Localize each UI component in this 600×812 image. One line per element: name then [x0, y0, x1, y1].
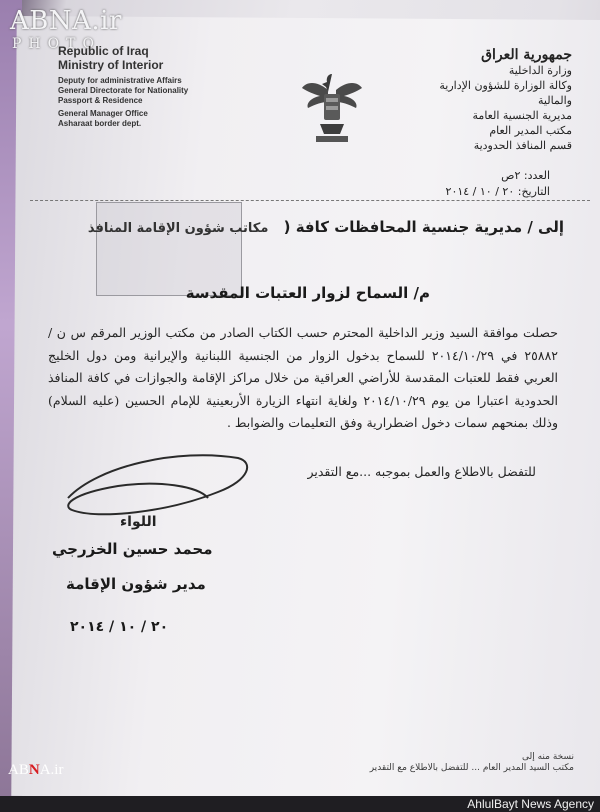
letterhead-ar-ministry: وزارة الداخلية: [508, 64, 572, 77]
letter-closing: للتفضل بالاطلاع والعمل بموجبه ...مع التقدير: [307, 464, 536, 479]
letterhead-ar-directorate: مديرية الجنسية العامة: [472, 109, 572, 122]
letterhead-passport: Passport & Residence: [58, 96, 143, 105]
body-paragraph: حصلت موافقة السيد وزير الداخلية المحترم حسب الكتاب الصادر من مكتب الوزير المرقم س ن /٢٥٨٨٢ في ٢٠١٤/١٠/٢٩ للسماح بدخول الزوار من الجنسية اللبنانية والإيرانية ومن دول الخليج العربي فقط للعتبات المقدسة للأراضي العراقية من خلال مراكز الإقامة والجوازات في كافة المنافذ الحدودية اعتبارا من يوم ٢٠١٤/١٠/٢٩ ولغاية انتهاء الزيارة الأربعينية للإمام الحسين (عليه السلام) وذلك بمنحهم سمات دخول اضطرارية وفق التعليمات والضوابط .: [48, 325, 558, 430]
letterhead-dept: Asharaat border dept.: [58, 119, 142, 128]
letterhead-office: General Manager Office: [58, 109, 148, 118]
watermark-logo: ABNA.ir: [10, 6, 122, 36]
watermark-photo-label: PHOTO: [12, 36, 101, 52]
ref-date: ٢٠ / ١٠ / ٢٠١٤: [445, 185, 515, 198]
letterhead-ar-dept: قسم المنافذ الحدودية: [473, 139, 572, 152]
signatory-title: اللواء: [120, 514, 157, 530]
ref-number-label: العدد:: [523, 169, 550, 182]
letterhead-directorate: General Directorate for Nationality: [58, 86, 189, 95]
abna-logo: [8, 762, 63, 779]
letterhead-english: [58, 44, 188, 128]
letterhead-ar-country: جمهورية العراق: [481, 47, 572, 63]
letterhead-ministry: Ministry of Interior: [58, 58, 164, 72]
handwritten-signature: [58, 446, 258, 526]
signatory-role: مدير شؤون الإقامة: [66, 575, 206, 593]
addressee: [24, 218, 564, 236]
copy-to-label: نسخة منه إلى: [522, 752, 574, 762]
letter-body: [48, 322, 558, 435]
signatory-name: محمد حسين الخزرجي: [52, 540, 213, 558]
letterhead-deputy: Deputy for administrative Affairs: [58, 76, 182, 85]
letterhead-country: Republic of Iraq: [58, 44, 149, 58]
agency-credit: AhlulBayt News Agency: [467, 797, 594, 811]
ref-number: ٢ص: [501, 169, 521, 182]
copy-to-recipient: مكتب السيد المدير العام ... للتفضل بالاطلاع مع التقدير: [369, 763, 574, 773]
letter-subject: م/ السماح لزوار العتبات المقدسة: [185, 284, 430, 302]
reference-block: [410, 168, 550, 200]
abna-logo-n: N: [28, 762, 40, 778]
addressee-to: إلى / مديرية جنسية المحافظات كافة (: [283, 218, 564, 236]
letterhead-arabic: [402, 48, 572, 153]
letterhead-ar-office: مكتب المدير العام: [489, 124, 572, 137]
addressee-cc: مكاتب شؤون الإقامة المنافذ: [87, 221, 269, 236]
letterhead-ar-deputy: وكالة الوزارة للشؤون الإدارية والمالية: [439, 79, 572, 107]
signature-date: ٢٠ / ١٠ / ٢٠١٤: [70, 619, 169, 635]
abna-logo-prefix: AB: [8, 762, 29, 778]
abna-logo-suffix: A.ir: [39, 762, 64, 778]
iraq-eagle-emblem-icon: [300, 68, 364, 150]
received-stamp: [96, 202, 242, 296]
ref-date-label: التاريخ:: [517, 185, 550, 198]
copy-to: [344, 752, 574, 774]
